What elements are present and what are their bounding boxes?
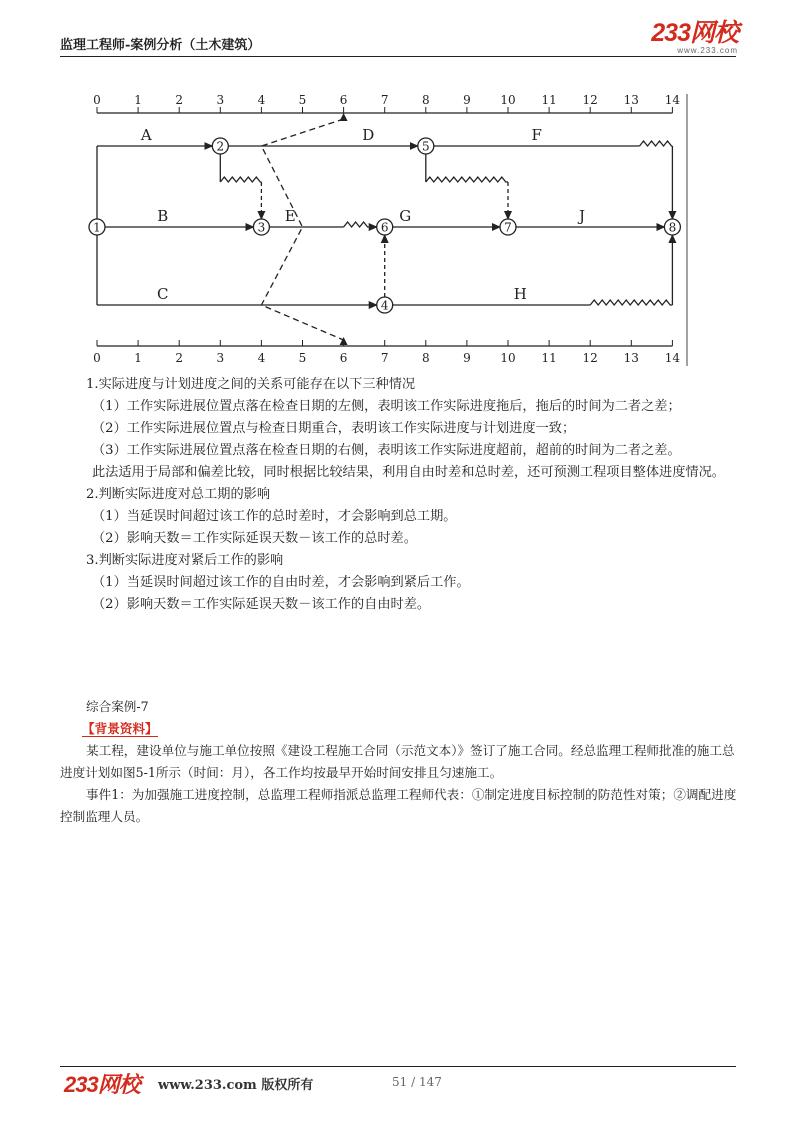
header-divider [60,56,736,57]
node-label: 5 [421,139,430,154]
axis-tick-label: 6 [339,351,348,365]
page-number: 51 / 147 [392,1075,442,1089]
background-label-text: 【背景资料】 [82,721,158,736]
axis-tick-label: 9 [463,351,471,365]
footer-divider [60,1066,736,1067]
node-label: 4 [380,298,389,313]
axis-tick-label: 2 [175,93,184,107]
axis-tick-label: 11 [541,351,557,365]
axis-tick-label: 13 [623,93,639,107]
activity-label: J [578,207,585,225]
node-label: 3 [257,220,266,235]
axis-tick-label: 0 [93,351,101,365]
paragraph-free-float-1: （1）当延误时间超过该工作的自由时差，才会影响到紧后工作。 [92,575,470,590]
progress-check-line [261,119,343,340]
axis-tick-label: 3 [216,93,225,107]
axis-tick-label: 13 [623,351,639,365]
axis-tick-label: 5 [298,93,307,107]
axis-tick-label: 2 [175,351,184,365]
brand-logo-text: 233网校 [651,19,738,47]
case-title: 综合案例-7 [86,699,149,714]
axis-tick-label: 8 [421,351,430,365]
paragraph-total-float-2: （2）影响天数＝工作实际延误天数－该工作的总时差。 [92,531,417,546]
node-label: 6 [380,220,389,235]
paragraph-case-behind: （1）工作实际进展位置点落在检查日期的左侧，表明该工作实际进度拖后，拖后的时间为二者之差； [92,399,681,414]
free-float-wave [344,222,369,227]
axis-tick-label: 1 [134,351,142,365]
progress-comparison-notes [60,374,740,616]
activity-label: H [513,285,527,303]
axis-tick-label: 6 [339,93,348,107]
case-event-1-paragraph: 事件1：为加强施工进度控制，总监理工程师指派总监理工程师代表：①制定进度目标控制的防范性对策；②调配进度控制监理人员。 [60,787,737,824]
brand-logo-url: www.233.com [677,46,738,55]
paragraph-total-float-1: （1）当延误时间超过该工作的总时差时，才会影响到总工期。 [92,509,457,524]
page-header-title: 监理工程师-案例分析（土木建筑） [60,38,261,53]
axis-tick-label: 12 [582,351,598,365]
node-label: 1 [93,220,101,235]
case-study-section [60,696,740,828]
activity-label: D [362,126,375,144]
background-label [60,718,740,740]
axis-tick-label: 4 [257,93,266,107]
axis-tick-label: 11 [541,93,557,107]
axis-tick-label: 5 [298,351,307,365]
free-float-wave [640,141,673,146]
dummy-float-wave [426,177,508,182]
axis-tick-label: 7 [380,351,389,365]
axis-tick-label: 10 [500,93,516,107]
axis-tick-label: 12 [582,93,598,107]
node-label: 2 [216,139,225,154]
section-heading-2: 2.判断实际进度对总工期的影响 [86,487,271,502]
axis-tick-label: 14 [664,351,681,365]
axis-tick-label: 0 [93,93,101,107]
activity-label: B [157,207,169,225]
axis-tick-label: 1 [134,93,142,107]
node-label: 8 [668,220,677,235]
footer-logo[interactable]: 233网校 [64,1072,140,1097]
paragraph-case-ahead: （3）工作实际进展位置点落在检查日期的右侧，表明该工作实际进度超前，超前的时间为二者之差。 [92,443,681,458]
activity-label: C [157,285,169,303]
paragraph-case-on-time: （2）工作实际进展位置点与检查日期重合，表明该工作实际进度与计划进度一致； [92,421,576,436]
brand-logo[interactable] [651,20,738,55]
activity-label: E [284,207,296,225]
activity-label: A [140,126,152,144]
free-float-wave [590,300,672,305]
node-label: 7 [504,220,512,235]
axis-tick-label: 8 [421,93,430,107]
dummy-float-wave [220,177,261,182]
axis-tick-label: 10 [500,351,516,365]
axis-tick-label: 9 [463,93,471,107]
axis-tick-label: 3 [216,351,225,365]
section-heading-3: 3.判断实际进度对紧后工作的影响 [86,553,284,568]
paragraph-free-float-2: （2）影响天数＝工作实际延误天数－该工作的自由时差。 [92,597,431,612]
axis-tick-label: 7 [380,93,389,107]
case-background-paragraph: 某工程，建设单位与施工单位按照《建设工程施工合同（示范文本）》签订了施工合同。经总监理工程师批准的施工总进度计划如图5-1所示（时间：月），各工作均按最早开始时间安排且匀速施工。 [60,743,735,780]
paragraph-applicability: 此法适用于局部和偏差比较，同时根据比较结果，利用自由时差和总时差，还可预测工程项目整体进度情况。 [92,465,725,480]
activity-label: G [399,207,412,225]
axis-tick-label: 14 [664,93,681,107]
section-heading-1: 1.实际进度与计划进度之间的关系可能存在以下三种情况 [86,377,416,392]
footer-copyright: www.233.com 版权所有 [158,1078,314,1093]
time-scaled-network-diagram [80,90,700,370]
activity-label: F [531,126,542,144]
axis-tick-label: 4 [257,351,266,365]
